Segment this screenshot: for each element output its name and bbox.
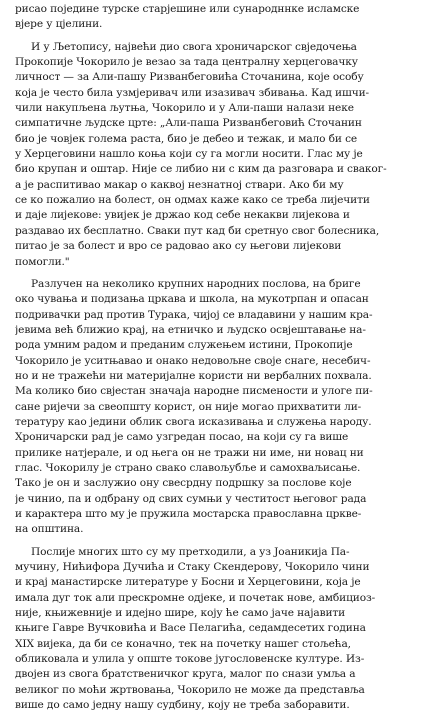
paragraph-razlucen [15, 277, 433, 538]
text-line: И у Љетопису, највећи дио свога хроничарског свједочења [31, 40, 357, 53]
text-line: симпатичне људске црте: „Али-паша Ризванбеговић Сточанин [15, 117, 362, 130]
text-line: и даје лијекове: увијек је држао код себе некакви лијекова и [15, 209, 350, 222]
text-line: прилике натјерале, и од њега он не тражи ни име, ни новац ни [15, 446, 364, 459]
text-line: чили накупљена љутња, Чокорило и у Али-паши налази неке [15, 102, 354, 115]
text-line: личност — за Али-пашу Ризванбеговића Сточанина, које особу [15, 71, 364, 84]
text-line: у Херцеговини нашло коња који су га могли носити. Глас му је [15, 148, 363, 161]
text-line: књиге Гавре Вучковића и Васе Пелагића, седамдесетих година [15, 622, 366, 635]
text-line: тературу као једини облик свога исказивања и служења народу. [15, 415, 372, 428]
text-line: имала дуг ток али прескромне одјеке, и почетак нове, амбициоз- [15, 591, 376, 604]
text-line: био крупан и оштар. Није се либио ни с ким да разговара и сваког- [15, 163, 387, 176]
text-line: XIX вијека, да би се коначно, тек на почетку нашег стољећа, [15, 637, 351, 650]
text-line: јевима већ ближио крај, на етничко и људско освјештавање на- [15, 323, 366, 336]
text-line: двојен из свога братственичког круга, малог по снази умља а [15, 668, 356, 681]
text-line: рисао поједине турске старјешине или сународннке исламске [15, 3, 360, 15]
text-line: а је распитивао макар о каквој незнатној ствари. Ако би му [15, 178, 344, 191]
text-line: Чокорило је уситњавао и онако недовољне своје снаге, несебич- [15, 354, 371, 367]
text-line: помогли." [15, 255, 70, 268]
text-line: но и не тражећи ни материјалне користи ни вербалних похвала. [15, 369, 372, 382]
text-line: више до само једну нашу судбину, коју не треба заборавити. [15, 699, 350, 712]
text-line: мучину, Нићифора Дучића и Стаку Скендерову, Чокорило чини [15, 561, 370, 574]
text-line: Хроничарски рад је само узгредан посао, на који су га више [15, 431, 349, 444]
paragraph-poslije [15, 545, 433, 713]
text-line: Послије многих што су му претходили, а уз Јоаникија Па- [31, 545, 350, 558]
text-line: био је човјек голема раста, био је дебео и тежак, и мало би се [15, 132, 358, 145]
text-line: сане ријечи за свеопшту корист, он није могао прихватити ли- [15, 400, 362, 413]
text-line: око чувања и подизања цркава и школа, на мукотрпан и опасан [15, 293, 369, 306]
text-line: није, књижевније и идејно шире, коју ће само јаче најавити [15, 607, 346, 620]
text-line: Тако је он и заслужио ону свесрдну подршку за послове које [15, 477, 352, 490]
text-line: Ма колико био свјестан значаја народне писмености и улоге пи- [15, 385, 373, 398]
text-line: Прокопије Чокорило је везао за тада централну херцеговачку [15, 56, 358, 69]
text-line: је чинио, па и одбрану од свих сумњи у честитост његовог рада [15, 492, 367, 505]
text-line: питао је за болест и вро се радовао ако су његови лијекови [15, 240, 342, 253]
text-line: и карактера што му је пружила мостарска православна цркве- [15, 508, 362, 520]
text-line: глас. Чокорилу је страно свако славољубље и самохваљисање. [15, 461, 361, 474]
text-line: и крај манастирске литературе у Босни и Херцеговини, која је [15, 576, 361, 589]
text-line: рода умним радом и преданим служењем истини, Прокопије [15, 339, 353, 352]
text-line: обликовала и улила у опште токове југословенске културе. Из- [15, 653, 365, 666]
text-line: вјере у цјелини. [15, 18, 103, 31]
text-line: на општина. [15, 523, 84, 536]
text-line: подривачки рад против Турака, чијој се владавини у нашим кра- [15, 308, 373, 321]
text-line: Разлучен на неколико крупних народних послова, на бриге [31, 277, 361, 290]
text-line: која је често била узмјеривач или изазивач збивања. Кад ишчи- [15, 86, 370, 99]
text-line: раздавао их бесплатно. Сваки пут кад би сретнуо свог болесника, [15, 224, 380, 237]
paragraph-intro-tail [15, 2, 433, 33]
text-line: се ко пожалио на болест, он одмах каже како се треба лијечити [15, 194, 370, 207]
paragraph-letopis [15, 40, 433, 270]
text-line: великог по моћи жртвовања, Чокорило не може да представља [15, 683, 365, 696]
